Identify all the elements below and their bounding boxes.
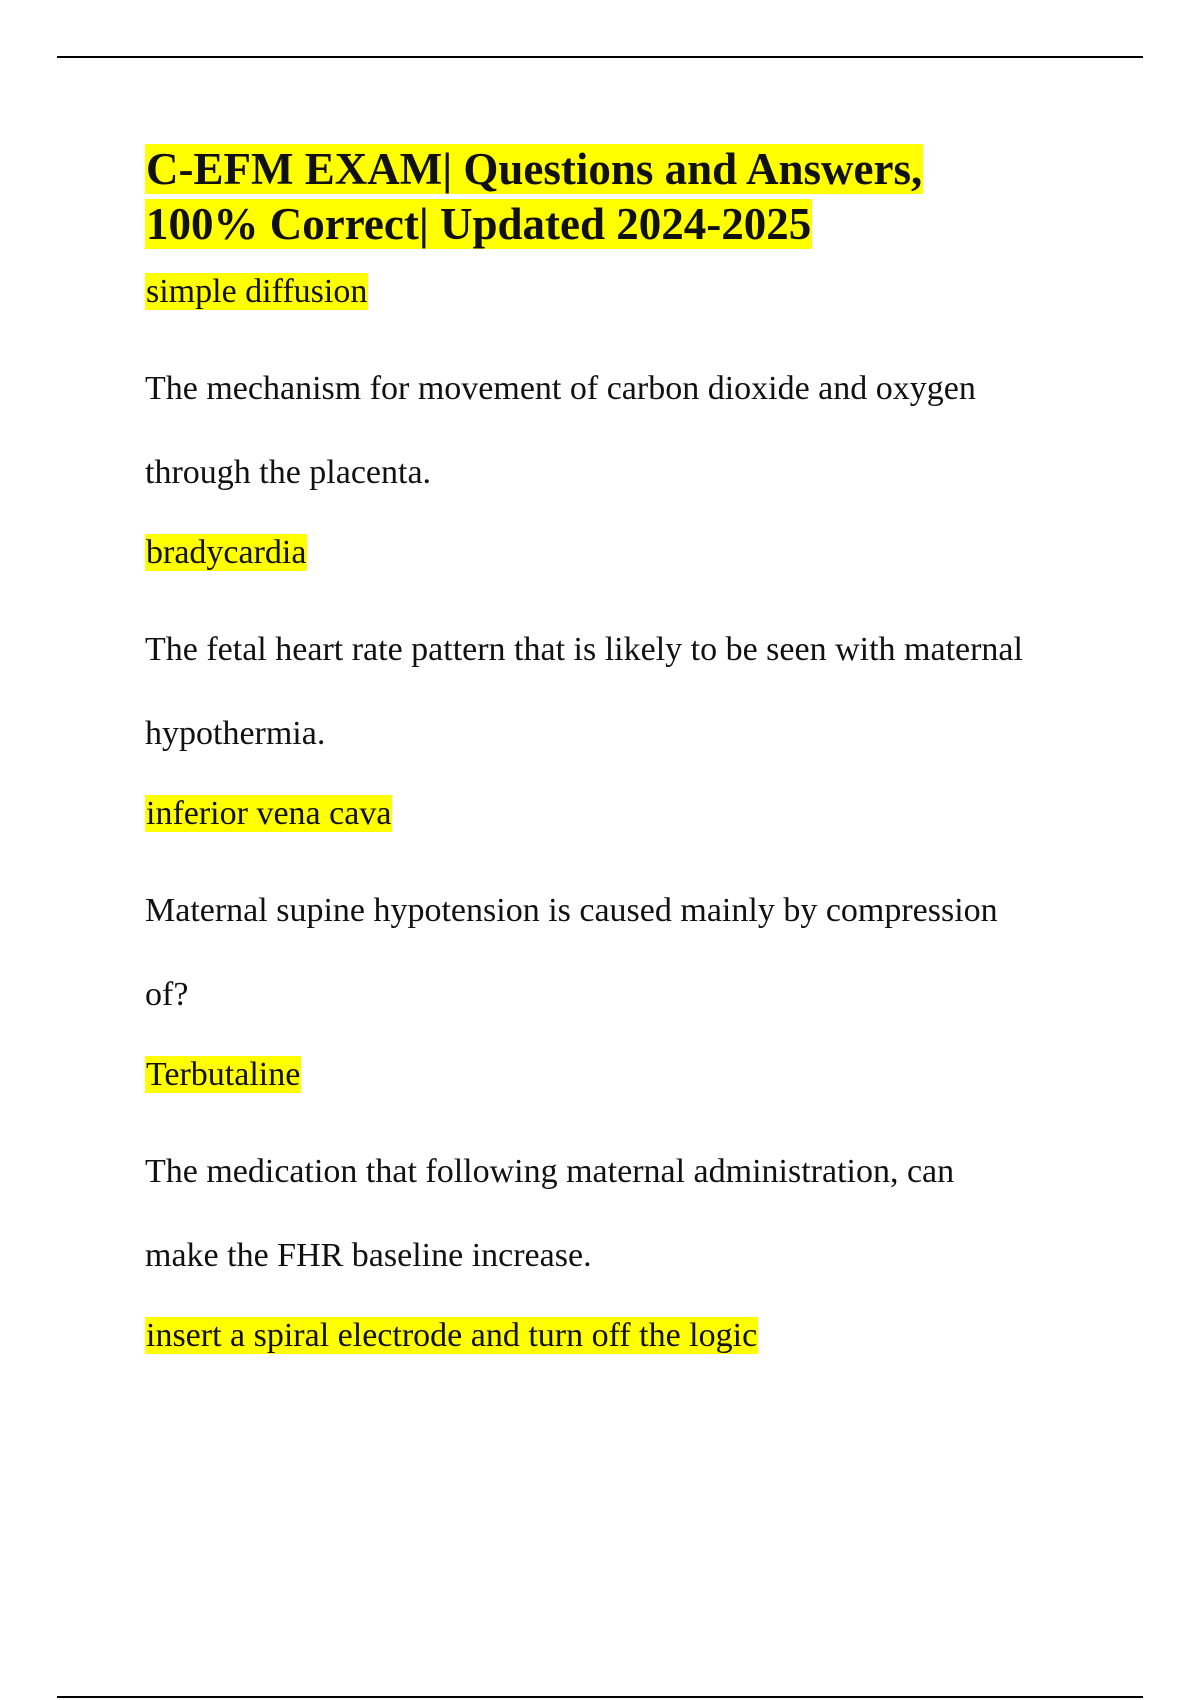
qa-list <box>145 270 1105 1358</box>
qa-item <box>145 792 1105 1037</box>
answer-term: inferior vena cava <box>146 795 392 832</box>
question-text: The fetal heart rate pattern that is likely to be seen with maternal hypothermia. <box>145 631 1023 752</box>
document-title <box>145 142 1045 252</box>
title-line-2: 100% Correct| Updated 2024-2025 <box>146 199 812 249</box>
footer-rule <box>57 1696 1143 1698</box>
answer-term: Terbutaline <box>146 1056 301 1093</box>
question-text: The medication that following maternal administration, can make the FHR baseline increase. <box>145 1153 955 1274</box>
document-body <box>145 142 1105 1358</box>
answer-term: insert a spiral electrode and turn off the logic <box>146 1317 758 1354</box>
answer-term: bradycardia <box>146 534 307 571</box>
qa-item <box>145 270 1105 515</box>
qa-item <box>145 1314 1105 1358</box>
question-text: Maternal supine hypotension is caused mainly by compression of? <box>145 892 998 1013</box>
question-text: The mechanism for movement of carbon dioxide and oxygen through the placenta. <box>145 370 976 491</box>
title-line-1: C-EFM EXAM| Questions and Answers, <box>146 144 923 194</box>
qa-item <box>145 1053 1105 1298</box>
qa-item <box>145 531 1105 776</box>
answer-term: simple diffusion <box>146 273 368 310</box>
header-rule <box>57 56 1143 58</box>
